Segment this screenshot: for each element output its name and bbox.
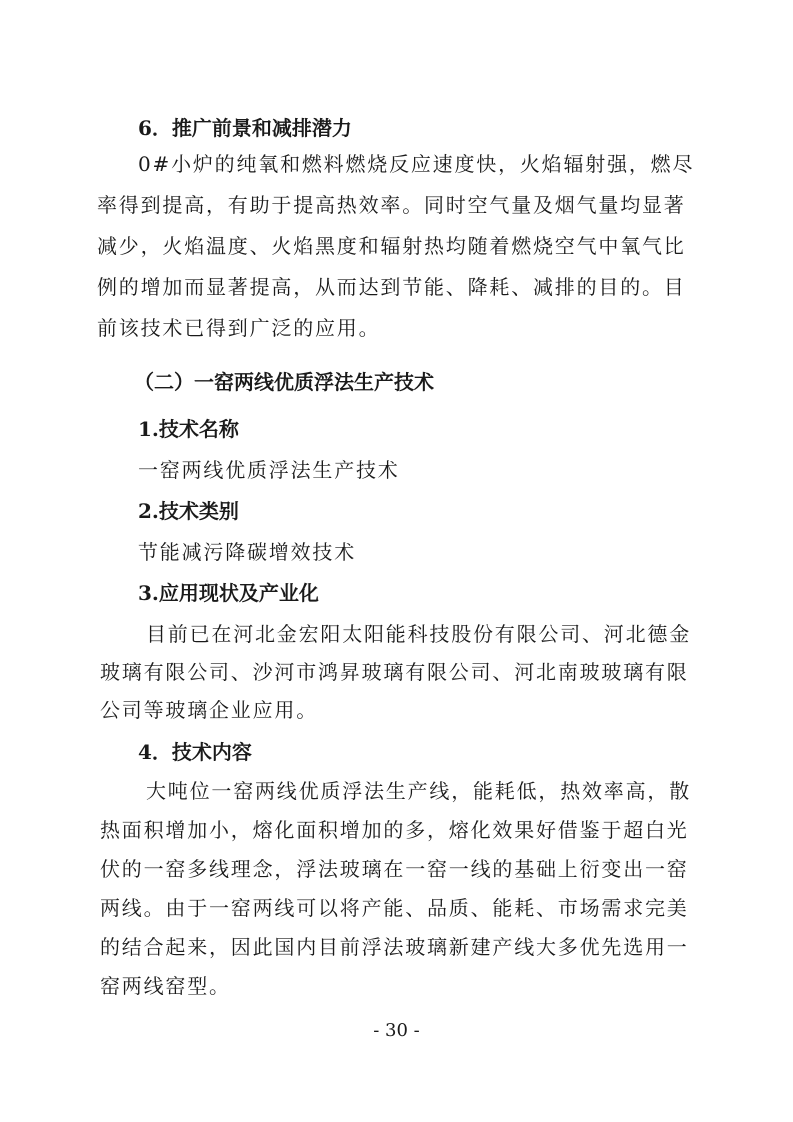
section-6-line-1: 0#小炉的纯氧和燃料燃烧反应速度快，火焰辐射强，燃尽 <box>138 152 695 176</box>
section-2-text: 节能减污降碳增效技术 <box>138 540 356 564</box>
section-6-line-3: 减少，火焰温度、火焰黑度和辐射热均随着燃烧空气中氧气比 <box>97 234 686 258</box>
section-6-line-2: 率得到提高，有助于提高热效率。同时空气量及烟气量均显著 <box>97 193 686 217</box>
section-3-line-3: 公司等玻璃企业应用。 <box>100 698 318 722</box>
section-3-line-2: 玻璃有限公司、沙河市鸿昇玻璃有限公司、河北南玻玻璃有限 <box>100 660 689 684</box>
section-4-line-6: 窑两线窑型。 <box>100 974 231 998</box>
section-3-heading: 3.应用现状及产业化 <box>138 581 319 605</box>
section-6-heading: 6．推广前景和减排潜力 <box>138 116 352 140</box>
section-2-heading: 2.技术类别 <box>138 499 239 523</box>
page-number: - 30 - <box>373 1020 420 1041</box>
section-4-line-3: 伏的一窑多线理念，浮法玻璃在一窑一线的基础上衍变出一窑 <box>100 857 689 881</box>
part-2-heading: （二）一窑两线优质浮法生产技术 <box>134 370 434 394</box>
section-3-line-1: 目前已在河北金宏阳太阳能科技股份有限公司、河北德金 <box>146 622 691 646</box>
section-6-line-5: 前该技术已得到广泛的应用。 <box>97 316 381 340</box>
section-4-line-5: 的结合起来，因此国内目前浮法玻璃新建产线大多优先选用一 <box>100 935 689 959</box>
section-4-line-1: 大吨位一窑两线优质浮法生产线，能耗低，热效率高，散 <box>146 779 691 803</box>
section-1-text: 一窑两线优质浮法生产技术 <box>138 458 400 482</box>
section-4-heading: 4．技术内容 <box>138 740 252 764</box>
section-4-line-4: 两线。由于一窑两线可以将产能、品质、能耗、市场需求完美 <box>100 896 689 920</box>
section-6-line-4: 例的增加而显著提高，从而达到节能、降耗、减排的目的。目 <box>97 275 686 299</box>
section-1-heading: 1.技术名称 <box>138 417 239 441</box>
section-4-line-2: 热面积增加小，熔化面积增加的多，熔化效果好借鉴于超白光 <box>100 818 689 842</box>
